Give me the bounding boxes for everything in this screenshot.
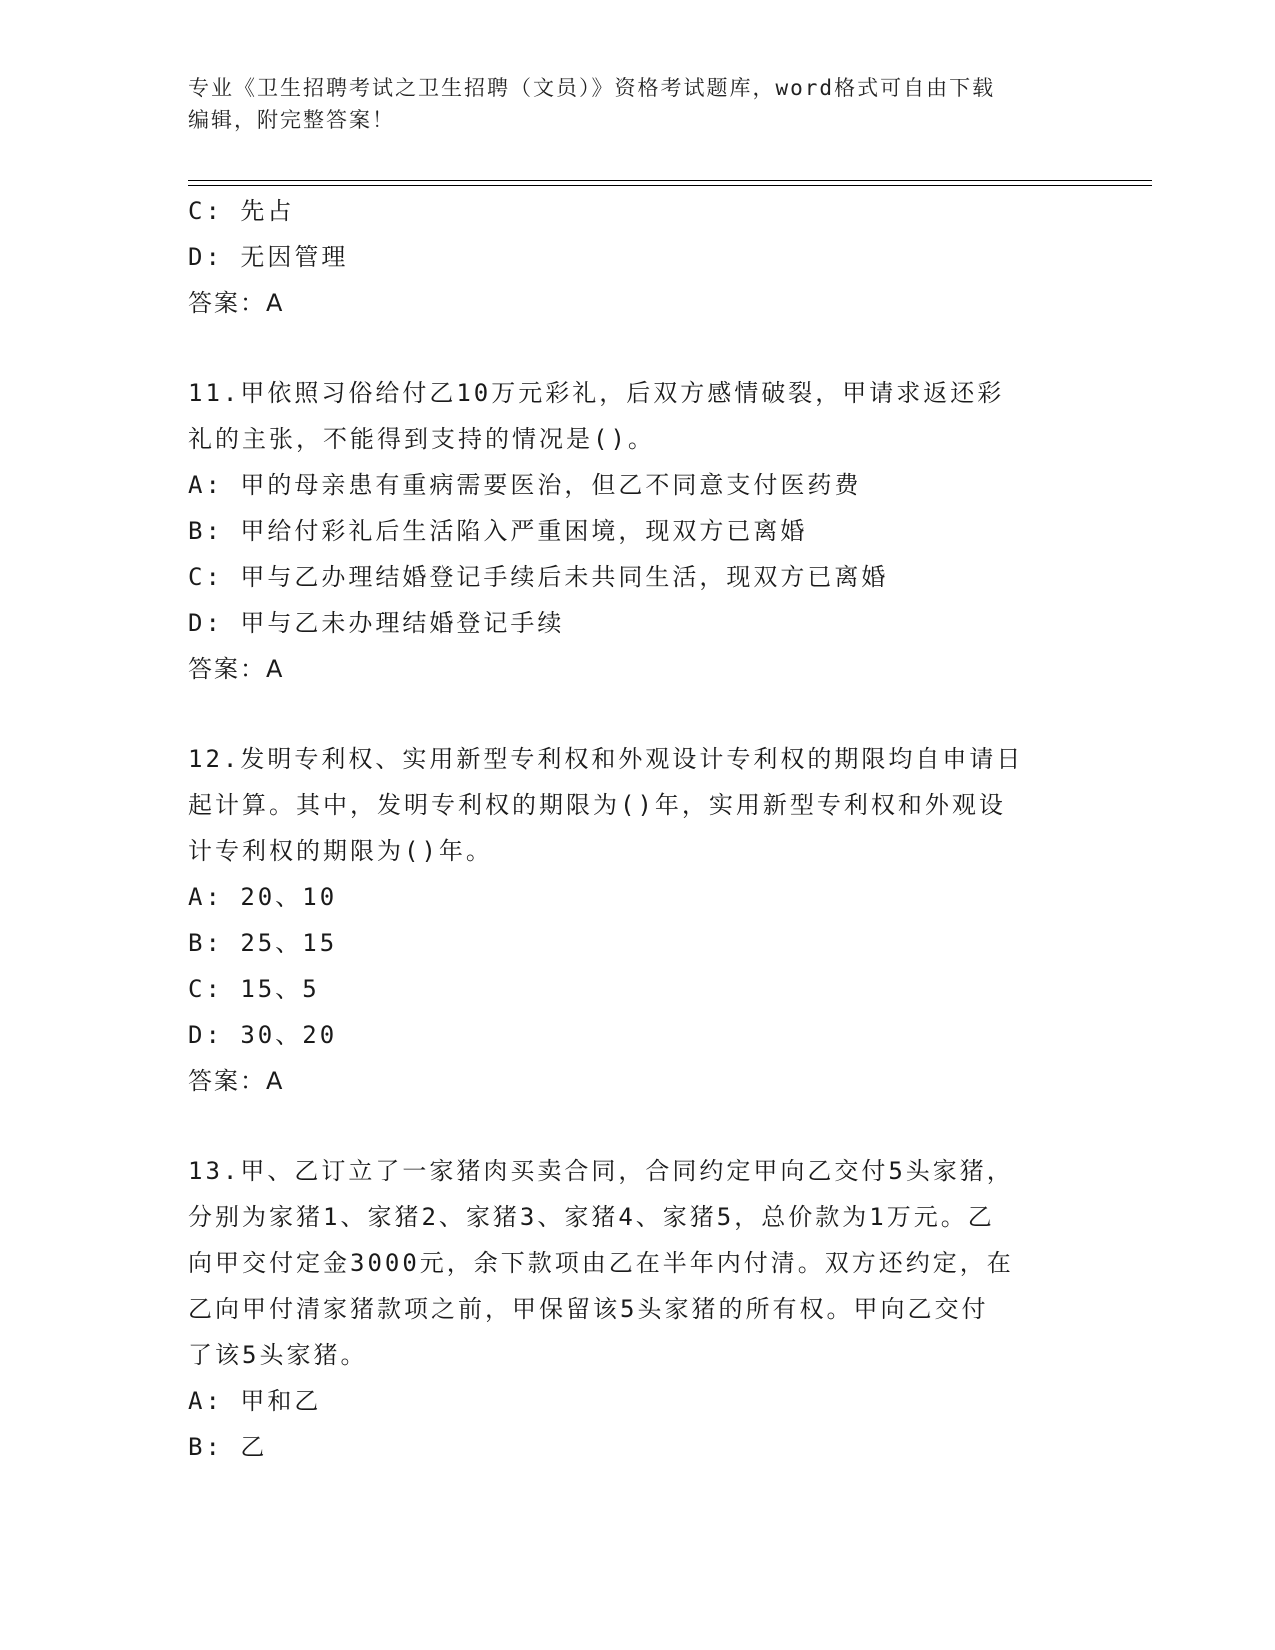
option-line: D: 30、20 bbox=[188, 1021, 338, 1049]
answer-line: 答案：A bbox=[188, 655, 285, 683]
question-text-line: 12.发明专利权、实用新型专利权和外观设计专利权的期限均自申请日 bbox=[188, 745, 1024, 773]
option-line: A: 20、10 bbox=[188, 883, 338, 911]
question-text-line: 13.甲、乙订立了一家猪肉买卖合同，合同约定甲向乙交付5头家猪， bbox=[188, 1157, 1014, 1185]
question-text-line: 乙向甲付清家猪款项之前，甲保留该5头家猪的所有权。甲向乙交付 bbox=[188, 1295, 989, 1323]
prev-question-block bbox=[188, 188, 1088, 326]
header-rule-bottom bbox=[188, 185, 1152, 186]
question-list bbox=[188, 188, 1088, 1470]
answer-line: 答案：A bbox=[188, 1067, 285, 1095]
spacer bbox=[188, 1104, 1088, 1148]
option-line: B: 25、15 bbox=[188, 929, 338, 957]
option-line: C: 甲与乙办理结婚登记手续后未共同生活，现双方已离婚 bbox=[188, 563, 889, 591]
question-text-line: 起计算。其中，发明专利权的期限为()年，实用新型专利权和外观设 bbox=[188, 791, 1006, 819]
answer-line: 答案：A bbox=[188, 289, 285, 317]
question-text-line: 计专利权的期限为()年。 bbox=[188, 837, 493, 865]
spacer bbox=[188, 692, 1088, 736]
spacer bbox=[188, 326, 1088, 370]
question-text-line: 11.甲依照习俗给付乙10万元彩礼，后双方感情破裂，甲请求返还彩 bbox=[188, 379, 1005, 407]
question-block-13 bbox=[188, 1148, 1088, 1470]
option-line: B: 甲给付彩礼后生活陷入严重困境，现双方已离婚 bbox=[188, 517, 808, 545]
option-line: A: 甲的母亲患有重病需要医治，但乙不同意支付医药费 bbox=[188, 471, 862, 499]
question-text-line: 分别为家猪1、家猪2、家猪3、家猪4、家猪5，总价款为1万元。乙 bbox=[188, 1203, 995, 1231]
question-block-12 bbox=[188, 736, 1088, 1104]
header-rule-top bbox=[188, 180, 1152, 181]
header-line-1: 专业《卫生招聘考试之卫生招聘（文员）》资格考试题库，word格式可自由下载 bbox=[188, 76, 996, 100]
option-line: B: 乙 bbox=[188, 1433, 268, 1461]
document-header bbox=[188, 72, 1088, 136]
question-text-line: 向甲交付定金3000元，余下款项由乙在半年内付清。双方还约定，在 bbox=[188, 1249, 1014, 1277]
option-line: D: 无因管理 bbox=[188, 243, 349, 271]
option-line: C: 15、5 bbox=[188, 975, 320, 1003]
question-text-line: 了该5头家猪。 bbox=[188, 1341, 368, 1369]
option-line: D: 甲与乙未办理结婚登记手续 bbox=[188, 609, 565, 637]
question-block-11 bbox=[188, 370, 1088, 692]
header-line-2: 编辑，附完整答案！ bbox=[188, 108, 395, 132]
option-line: C: 先占 bbox=[188, 197, 295, 225]
option-line: A: 甲和乙 bbox=[188, 1387, 322, 1415]
question-text-line: 礼的主张，不能得到支持的情况是()。 bbox=[188, 425, 655, 453]
